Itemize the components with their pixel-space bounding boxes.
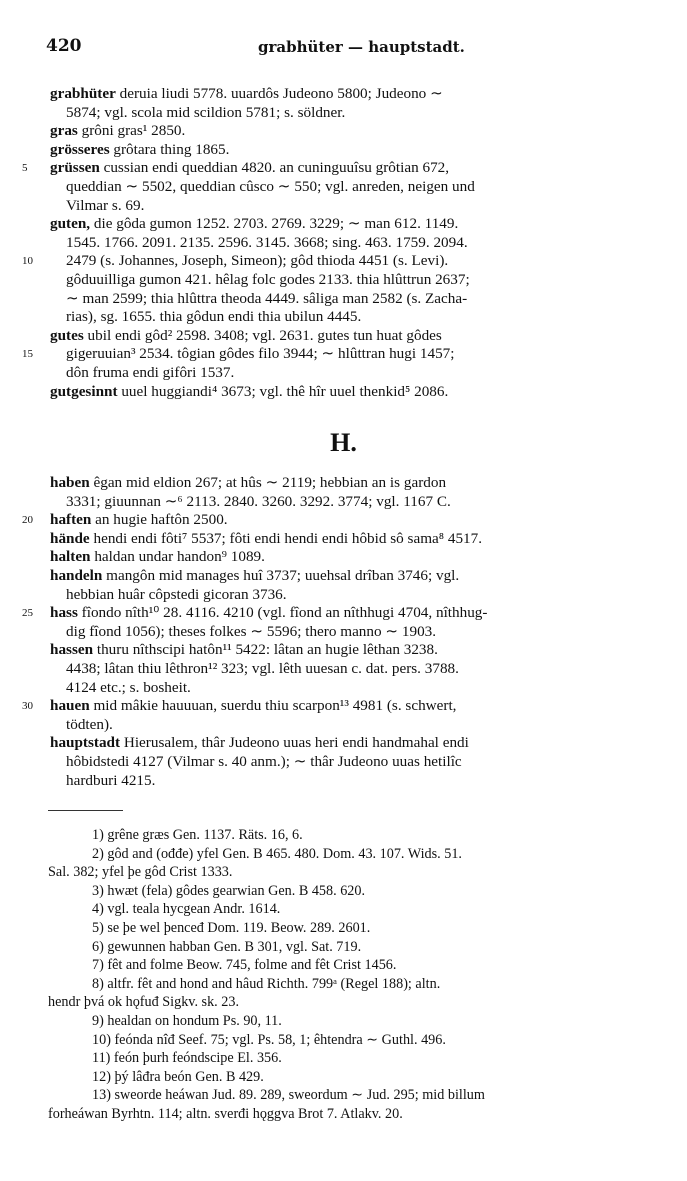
entry-body: rias), sg. 1655. thia gôdun endi thia ubilun 4445. bbox=[66, 308, 362, 326]
line-number: 15 bbox=[22, 348, 33, 361]
entry-text bbox=[50, 327, 655, 345]
entry-line bbox=[0, 772, 687, 790]
entry-text bbox=[66, 753, 655, 771]
footnote-line bbox=[0, 882, 687, 900]
entry-line bbox=[0, 548, 687, 566]
entry-body: 5874; vgl. scola mid scildion 5781; s. söldner. bbox=[66, 103, 346, 121]
entry-line bbox=[0, 234, 687, 252]
footnote-text: 9) healdan on hondum Ps. 90, 11. bbox=[92, 1013, 282, 1029]
footnote-line bbox=[0, 1105, 687, 1123]
entry-line bbox=[0, 178, 687, 196]
footnote-line bbox=[0, 1049, 687, 1067]
entry-body: hebbian huâr côpstedi gicoran 3736. bbox=[66, 585, 287, 603]
footnote-text: 12) þý lâđra beón Gen. B 429. bbox=[92, 1068, 264, 1085]
entry-line bbox=[0, 327, 687, 345]
entry-body: 4438; lâtan thiu lêthron¹² 323; vgl. lêth uuesan c. dat. pers. 3788. bbox=[66, 660, 459, 677]
lemma-headword: handeln bbox=[50, 567, 103, 584]
entry-line bbox=[0, 586, 687, 604]
entry-line bbox=[0, 734, 687, 752]
entry-text bbox=[50, 511, 655, 529]
footnote-line bbox=[0, 1068, 687, 1086]
lemma-headword: hass bbox=[50, 604, 78, 622]
entry-body: 1545. 1766. 2091. 2135. 2596. 3145. 3668; sing. 463. 1759. 2094. bbox=[66, 233, 468, 251]
entry-text bbox=[50, 122, 655, 140]
entry-text bbox=[66, 104, 655, 122]
lemma-headword: grüssen bbox=[50, 159, 100, 177]
footnote-text: forheáwan Byrhtn. 114; altn. sverđi hǫggva Brot 7. Atlakv. 20. bbox=[48, 1106, 403, 1122]
entry-text bbox=[50, 85, 655, 103]
entry-body: êgan mid eldion 267; at hûs ∼ 2119; hebbian an is gardon bbox=[89, 474, 447, 491]
entry-body: mid mâkie hauuuan, suerdu thiu scarpon¹³ 4981 (s. schwert, bbox=[89, 697, 457, 715]
entry-line bbox=[0, 474, 687, 492]
footnote-text: Sal. 382; yfel þe gôd Crist 1333. bbox=[48, 864, 233, 881]
footnote-line bbox=[0, 845, 687, 863]
entry-line bbox=[0, 660, 687, 678]
entry-text bbox=[66, 716, 655, 734]
footnote-text: 2) gôd and (ođđe) yfel Gen. B 465. 480. Dom. 43. 107. Wids. 51. bbox=[92, 845, 462, 862]
entry-text bbox=[50, 567, 655, 585]
entry-body: hôbidstedi 4127 (Vilmar s. 40 anm.); ∼ thâr Judeono uuas hetilîc bbox=[66, 753, 462, 770]
section-letter-heading: H. bbox=[330, 428, 357, 457]
entry-line bbox=[0, 197, 687, 215]
entry-line bbox=[0, 530, 687, 548]
lemma-headword: haften bbox=[50, 511, 92, 529]
entry-text bbox=[66, 290, 655, 308]
entry-body: uuel huggiandi⁴ 3673; vgl. thê hîr uuel thenkid⁵ 2086. bbox=[117, 382, 449, 400]
entry-line bbox=[0, 716, 687, 734]
footnote-line bbox=[0, 938, 687, 956]
entry-body: cussian endi queddian 4820. an cuninguuîsu grôtian 672, bbox=[99, 159, 450, 177]
running-head: grabhüter — hauptstadt. bbox=[258, 38, 465, 56]
footnote-line bbox=[0, 1031, 687, 1049]
entry-body: fîondo nîth¹⁰ 28. 4116. 4210 (vgl. fîond an nîthhugi 4704, nîthhug- bbox=[77, 604, 488, 622]
footnote-text: 1) grêne græs Gen. 1137. Räts. 16, 6. bbox=[92, 827, 303, 843]
entry-line bbox=[0, 159, 687, 177]
entry-line bbox=[0, 604, 687, 622]
entry-body: Hierusalem, thâr Judeono uuas heri endi handmahal endi bbox=[120, 734, 469, 752]
entry-text bbox=[50, 474, 655, 492]
lemma-headword: gras bbox=[50, 122, 78, 140]
lemma-headword: halten bbox=[50, 548, 91, 566]
lemma-headword: hauen bbox=[50, 697, 90, 715]
entry-text bbox=[66, 660, 655, 678]
entry-line bbox=[0, 753, 687, 771]
entry-line bbox=[0, 364, 687, 382]
entry-body: gôduuilliga gumon 421. hêlag folc godes 2133. thia hlûttrun 2637; bbox=[66, 271, 470, 288]
line-number: 5 bbox=[22, 162, 28, 175]
entry-text bbox=[50, 697, 655, 715]
entry-text bbox=[50, 641, 655, 659]
lemma-headword: guten, bbox=[50, 215, 91, 233]
entry-line bbox=[0, 122, 687, 140]
footnote-text: 4) vgl. teala hycgean Andr. 1614. bbox=[92, 901, 281, 918]
footnote-line bbox=[0, 919, 687, 937]
entry-body: dig fîond 1056); theses folkes ∼ 5596; thero manno ∼ 1903. bbox=[66, 622, 437, 640]
lemma-headword: hassen bbox=[50, 641, 94, 659]
entry-body: an hugie haftôn 2500. bbox=[91, 511, 228, 529]
entry-text bbox=[50, 383, 655, 401]
entry-text bbox=[50, 604, 655, 622]
entry-text bbox=[50, 530, 655, 548]
entry-body: die gôda gumon 1252. 2703. 2769. 3229; ∼ man 612. 1149. bbox=[90, 215, 459, 233]
entry-text bbox=[66, 772, 655, 790]
line-number: 30 bbox=[22, 700, 33, 713]
lemma-headword: haben bbox=[50, 474, 90, 491]
page-number: 420 bbox=[46, 36, 82, 56]
footnote-text: 6) gewunnen habban Gen. B 301, vgl. Sat. 719. bbox=[92, 938, 362, 955]
entry-line bbox=[0, 215, 687, 233]
entry-line bbox=[0, 271, 687, 289]
entry-text bbox=[66, 364, 655, 382]
entry-text bbox=[66, 178, 655, 196]
entry-text bbox=[66, 586, 655, 604]
footnote-text: 11) feón þurh feóndscipe El. 356. bbox=[92, 1050, 282, 1067]
entry-text bbox=[66, 679, 655, 697]
entry-body: hendi endi fôti⁷ 5537; fôti endi hendi endi hôbid sô sama⁸ 4517. bbox=[89, 529, 483, 547]
entry-line bbox=[0, 493, 687, 511]
lemma-headword: hauptstadt bbox=[50, 734, 121, 752]
footnote-line bbox=[0, 956, 687, 974]
footnote-text: 7) fêt and folme Beow. 745, folme and fêt Crist 1456. bbox=[92, 957, 397, 974]
footnote-text: 8) altfr. fêt and hond and hâud Richth. 799ᵃ (Regel 188); altn. bbox=[92, 975, 441, 992]
entry-line bbox=[0, 308, 687, 326]
entry-line bbox=[0, 679, 687, 697]
footnote-line bbox=[0, 900, 687, 918]
entry-line bbox=[0, 85, 687, 103]
entry-body: haldan undar handon⁹ 1089. bbox=[90, 548, 265, 566]
entry-text bbox=[50, 141, 655, 159]
entry-line bbox=[0, 697, 687, 715]
footnote-text: 10) feónda nîđ Seef. 75; vgl. Ps. 58, 1; êhtendra ∼ Guthl. 496. bbox=[92, 1031, 446, 1048]
entry-line bbox=[0, 252, 687, 270]
entry-body: queddian ∼ 5502, queddian cûsco ∼ 550; vgl. anreden, neigen und bbox=[66, 178, 475, 195]
entry-text bbox=[66, 234, 655, 252]
entry-body: thuru nîthscipi hatôn¹¹ 5422: lâtan an hugie lêthan 3238. bbox=[93, 641, 438, 659]
entry-line bbox=[0, 290, 687, 308]
entry-body: ubil endi gôd² 2598. 3408; vgl. 2631. gutes tun huat gôdes bbox=[83, 326, 442, 344]
entry-line bbox=[0, 104, 687, 122]
line-number: 10 bbox=[22, 255, 33, 268]
entry-line bbox=[0, 641, 687, 659]
lemma-headword: gutes bbox=[50, 326, 84, 344]
footnote-text: 13) sweorde heáwan Jud. 89. 289, sweordum ∼ Jud. 295; mid billum bbox=[92, 1087, 485, 1104]
entry-text bbox=[50, 734, 655, 752]
entry-body: hardburi 4215. bbox=[66, 771, 156, 789]
lemma-headword: grösseres bbox=[50, 140, 110, 158]
entry-text bbox=[50, 548, 655, 566]
entry-text bbox=[66, 623, 655, 641]
entry-body: deruia liudi 5778. uuardôs Judeono 5800; Judeono ∼ bbox=[115, 85, 443, 102]
line-number: 25 bbox=[22, 607, 33, 620]
footnote-rule bbox=[48, 810, 123, 811]
entry-body: 3331; giuunnan ∼⁶ 2113. 2840. 3260. 3292. 3774; vgl. 1167 C. bbox=[66, 492, 451, 510]
entry-line bbox=[0, 511, 687, 529]
entry-body: 4124 etc.; s. bosheit. bbox=[66, 678, 191, 696]
line-number: 20 bbox=[22, 514, 33, 527]
page-header bbox=[46, 36, 653, 58]
footnote-line bbox=[0, 1012, 687, 1030]
entry-body: dôn fruma endi gifôri 1537. bbox=[66, 364, 235, 381]
footnote-line bbox=[0, 975, 687, 993]
footnote-line bbox=[0, 863, 687, 881]
entry-line bbox=[0, 623, 687, 641]
entry-line bbox=[0, 141, 687, 159]
entry-body: Vilmar s. 69. bbox=[66, 196, 145, 214]
entry-text bbox=[66, 308, 655, 326]
lemma-headword: hände bbox=[50, 529, 90, 547]
entry-text bbox=[50, 159, 655, 177]
entry-body: grôtara thing 1865. bbox=[109, 140, 230, 158]
entry-body: mangôn mid manages huî 3737; uuehsal drîban 3746; vgl. bbox=[102, 567, 460, 584]
entry-text bbox=[66, 197, 655, 215]
footnote-text: 5) se þe wel þenceđ Dom. 119. Beow. 289. 2601. bbox=[92, 920, 371, 936]
entry-text bbox=[66, 271, 655, 289]
entry-body: tödten). bbox=[66, 715, 113, 733]
entry-line bbox=[0, 567, 687, 585]
footnote-text: 3) hwæt (fela) gôdes gearwian Gen. B 458. 620. bbox=[92, 882, 366, 899]
entry-line bbox=[0, 345, 687, 363]
lemma-headword: grabhüter bbox=[50, 85, 116, 102]
entry-text bbox=[66, 493, 655, 511]
entry-text bbox=[66, 252, 655, 270]
entry-body: ∼ man 2599; thia hlûttra theoda 4449. sâliga man 2582 (s. Zacha- bbox=[66, 289, 468, 307]
footnote-text: hendr þvá ok hǫfuđ Sigkv. sk. 23. bbox=[48, 994, 239, 1011]
entry-body: gigeruuian³ 2534. tôgian gôdes filo 3944; ∼ hlûttran hugi 1457; bbox=[66, 345, 455, 363]
entry-text bbox=[66, 345, 655, 363]
footnote-line bbox=[0, 826, 687, 844]
entry-body: grôni gras¹ 2850. bbox=[77, 122, 186, 140]
entry-text bbox=[50, 215, 655, 233]
footnote-line bbox=[0, 993, 687, 1011]
entry-line bbox=[0, 383, 687, 401]
lemma-headword: gutgesinnt bbox=[50, 382, 118, 400]
entry-body: 2479 (s. Johannes, Joseph, Simeon); gôd thioda 4451 (s. Levi). bbox=[66, 252, 449, 270]
footnote-line bbox=[0, 1086, 687, 1104]
